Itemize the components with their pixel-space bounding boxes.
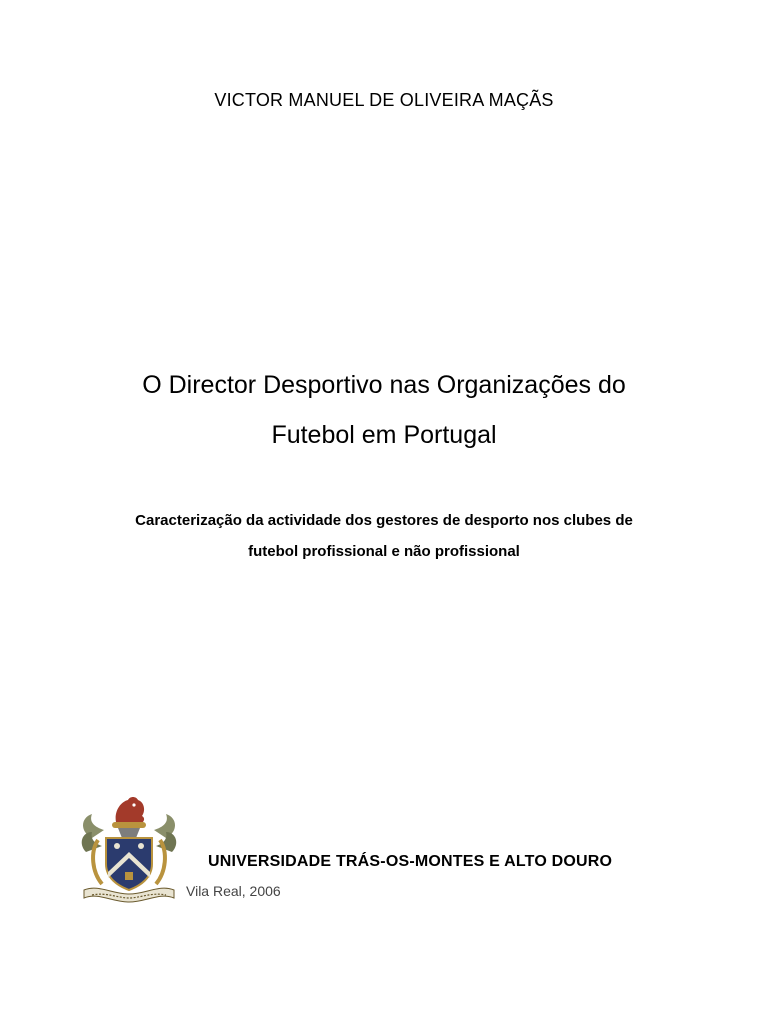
crest-charge-right <box>138 843 144 849</box>
crest-charge-bottom <box>125 872 133 880</box>
thesis-subtitle-line-2: futebol profissional e não profissional <box>248 543 520 560</box>
place-and-date: Vila Real, 2006 <box>186 883 281 899</box>
crest-torse <box>112 822 146 828</box>
crest-lion-eye <box>132 803 135 806</box>
thesis-title <box>80 360 688 460</box>
crest-graphic <box>78 792 180 904</box>
crest-lion <box>116 797 144 824</box>
thesis-title-line-2: Futebol em Portugal <box>271 421 497 449</box>
thesis-subtitle-line-1: Caracterização da actividade dos gestores de desporto nos clubes de <box>135 512 633 529</box>
thesis-subtitle <box>90 505 678 567</box>
crest-shield <box>106 838 152 890</box>
university-coat-of-arms-icon <box>78 792 180 904</box>
university-name: UNIVERSIDADE TRÁS-OS-MONTES E ALTO DOURO <box>208 853 613 870</box>
thesis-title-line-1: O Director Desportivo nas Organizações do <box>142 371 626 399</box>
author-name: VICTOR MANUEL DE OLIVEIRA MAÇÃS <box>214 90 554 110</box>
crest-charge-left <box>114 843 120 849</box>
crest-helmet <box>118 828 140 838</box>
